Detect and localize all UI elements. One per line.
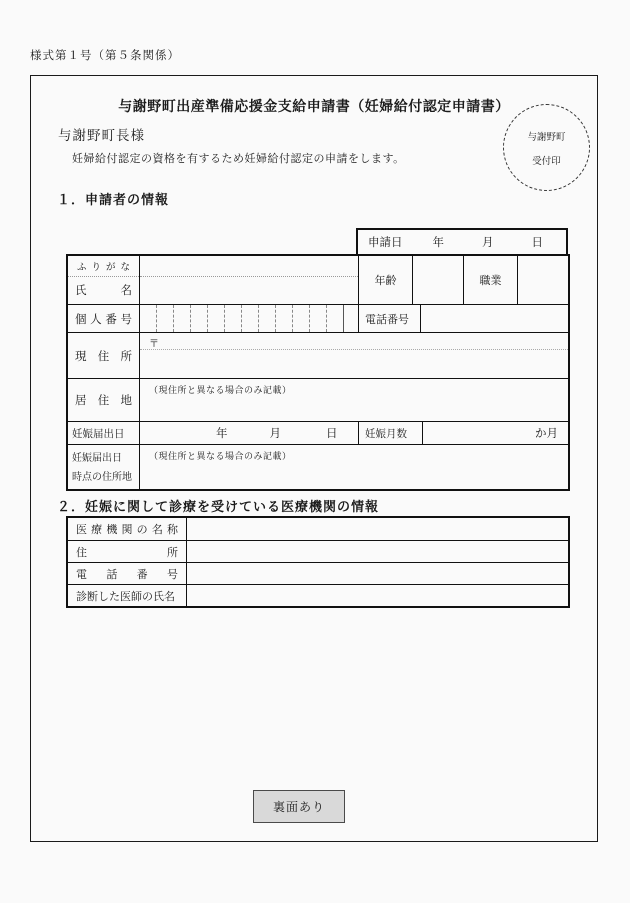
medical-address-label: 住所: [76, 546, 178, 559]
furigana-label: ふりがな: [68, 256, 139, 277]
personal-number-box[interactable]: [259, 305, 276, 332]
postal-code-area[interactable]: [140, 333, 568, 350]
application-date-month-label: 月: [482, 237, 494, 249]
address-at-notification-row: [68, 444, 568, 489]
name-label: 氏名: [75, 285, 132, 297]
name-input-cell[interactable]: [139, 256, 358, 304]
medical-phone-label: 電話番号: [76, 568, 178, 581]
reception-stamp-circle: [503, 104, 590, 191]
medical-institution-table: [66, 516, 570, 608]
occupation-input-cell[interactable]: [517, 256, 568, 304]
personal-number-box[interactable]: [327, 305, 344, 332]
medical-phone-row: [68, 562, 568, 584]
doctor-name-label: 診断した医師の氏名: [76, 590, 175, 603]
doctor-name-row: [68, 584, 568, 606]
addressee: 与謝野町長様: [58, 128, 145, 143]
residence-input-cell[interactable]: [139, 379, 568, 421]
doctor-name-input-cell[interactable]: [186, 585, 568, 606]
personal-number-input-cell[interactable]: [139, 305, 358, 332]
medical-address-input-cell[interactable]: [186, 541, 568, 562]
applicant-info-table: [66, 254, 570, 491]
medical-address-row: [68, 540, 568, 562]
form-number: 様式第１号（第５条関係）: [30, 50, 180, 62]
personal-number-box[interactable]: [174, 305, 191, 332]
address-at-notification-note: （現住所と異なる場合のみ記載）: [149, 451, 292, 461]
declaration-text: 妊婦給付認定の資格を有するため妊婦給付認定の申請をします。: [72, 153, 405, 165]
application-date-day-label: 日: [531, 237, 543, 249]
age-label-cell: 年齢: [358, 256, 412, 304]
personal-number-box[interactable]: [225, 305, 242, 332]
medical-phone-input-cell[interactable]: [186, 563, 568, 584]
medical-name-row: [68, 518, 568, 540]
back-side-notice-box: [253, 790, 345, 823]
furigana-input-area[interactable]: [140, 256, 358, 277]
pregnancy-date-month-label: 月: [269, 428, 281, 440]
application-date-label: 申請日: [368, 237, 403, 249]
application-date-year-label: 年: [432, 237, 444, 249]
name-label-cell: [68, 256, 139, 304]
current-address-label: 現住所: [75, 350, 132, 363]
residence-row: [68, 378, 568, 421]
pregnancy-date-year-label: 年: [216, 428, 228, 440]
personal-number-label: 個人番号: [75, 313, 132, 326]
personal-number-box[interactable]: [276, 305, 293, 332]
personal-number-box[interactable]: [242, 305, 259, 332]
stamp-label: 受付印: [532, 155, 561, 167]
current-address-input-cell[interactable]: [139, 333, 568, 378]
form-title: 与謝野町出産準備応援金支給申請書（妊婦給付認定申請書）: [118, 98, 510, 114]
medical-name-input-cell[interactable]: [186, 518, 568, 540]
pregnancy-months-unit: か月: [535, 428, 558, 440]
pregnancy-months-input-cell[interactable]: [422, 422, 568, 444]
personal-number-box[interactable]: [157, 305, 174, 332]
phone-label: 電話番号: [358, 305, 420, 332]
personal-number-box[interactable]: [140, 305, 157, 332]
pregnancy-date-row: [68, 421, 568, 444]
pregnancy-months-label: 妊娠月数: [358, 422, 422, 444]
application-date-box: [356, 228, 568, 256]
personal-number-box[interactable]: [191, 305, 208, 332]
section1-heading: １．申請者の情報: [57, 192, 170, 207]
address-at-notification-label: 妊娠届出日 時点の住所地: [72, 453, 132, 483]
stamp-town-name: 与謝野町: [527, 131, 566, 143]
personal-number-box[interactable]: [293, 305, 310, 332]
personal-number-box[interactable]: [208, 305, 225, 332]
residence-note: （現住所と異なる場合のみ記載）: [149, 385, 292, 395]
age-input-cell[interactable]: [412, 256, 463, 304]
name-row: [68, 256, 568, 304]
address-at-notification-input-cell[interactable]: [139, 445, 568, 489]
current-address-row: [68, 332, 568, 378]
occupation-label-cell: 職業: [463, 256, 517, 304]
residence-label: 居住地: [75, 395, 132, 407]
pregnancy-date-input-cell[interactable]: [139, 422, 358, 444]
pregnancy-date-label: 妊娠届出日: [72, 427, 125, 440]
back-side-notice-label: 裏面あり: [272, 800, 325, 814]
personal-number-box[interactable]: [310, 305, 327, 332]
postal-mark: 〒: [149, 339, 159, 350]
section2-heading: ２．妊娠に関して診療を受けている医療機関の情報: [57, 499, 380, 514]
medical-name-label: 医療機関の名称: [76, 524, 178, 536]
pregnancy-date-day-label: 日: [326, 428, 338, 440]
phone-input-cell[interactable]: [420, 305, 568, 332]
personal-number-row: [68, 304, 568, 332]
name-input-area[interactable]: [140, 277, 358, 303]
